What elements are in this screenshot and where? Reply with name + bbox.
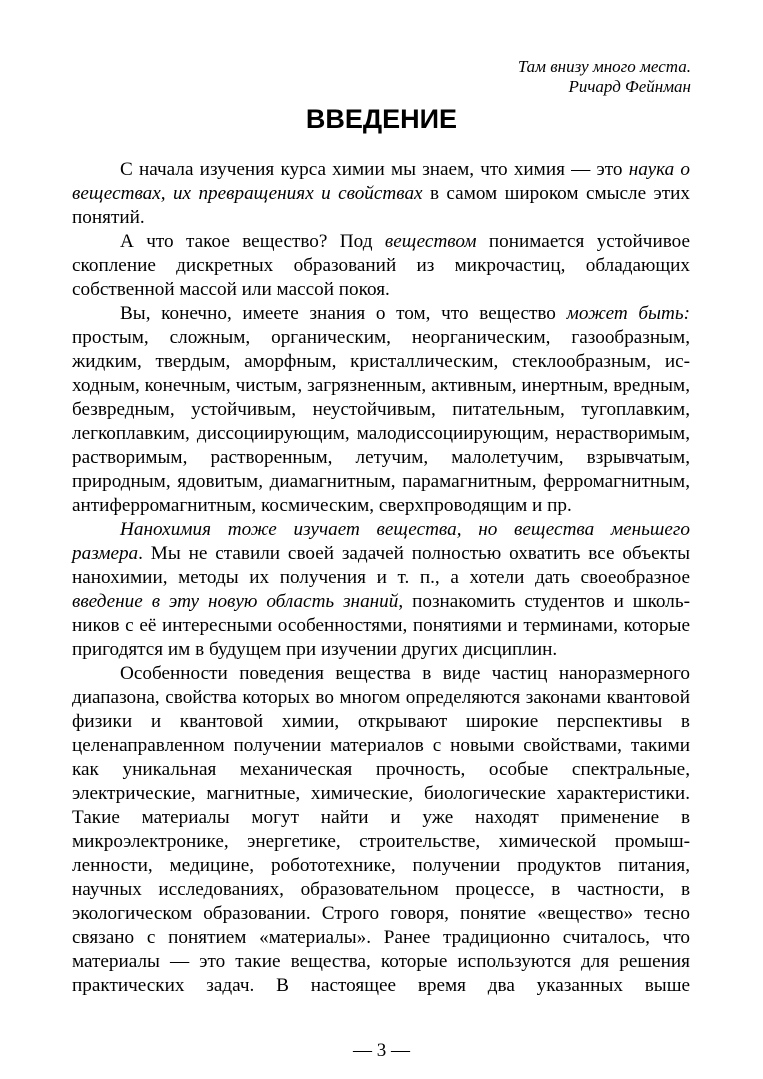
epigraph-quote: Там внизу много места. [517,57,691,76]
text-run: в самом широком смысле этих понятий. [72,183,690,228]
epigraph [518,57,691,97]
paragraph [72,518,690,662]
epigraph-author: Ричард Фейнман [568,77,691,96]
text-run: А что такое вещество? Под [120,231,385,252]
italic-text: веществом [384,231,477,252]
text-run: С начала изучения курса химии мы знаем, что химия — это [120,159,629,180]
text-run: Вы, конечно, имеете знания о том, что вещество [120,303,567,324]
paragraph [72,302,690,518]
italic-text: может быть: [566,303,691,324]
paragraph [72,662,690,998]
text-run: . Мы не ставили своей задачей полностью охватить все объекты нанохимии, методы их получения и т. п., а хотели дать своеобразное [72,543,690,588]
paragraph [72,230,690,302]
text-run: Особенности поведения вещества в виде частиц наноразмерного диапазона, свойства которых во многом определяются законами квантовой физики и квантовой химии, открывают широкие перспективы в целенаправленном получении материалов с новыми свойствами, такими как уникальная механическая прочность, особые спектральные, электрические, магнитные, химические, биологические характеристики. Такие материалы могут найти и уже находят применение в микроэлектронике, энергетике, строительстве, химической промышленности, медицине, робототехнике, получении продуктов питания, научных исследованиях, образовательном процессе, в частности, в экологическом образовании. Строго говоря, понятие «вещество» тесно связано с понятием «материалы». Ранее традиционно считалось, что материалы — это такие вещества, которые используются для решения практических задач. В настоящее время два указанных выше [72,663,690,996]
page-number: — 3 — [353,1040,410,1061]
text-run: понимается устойчивое скопление дискретных образований из микрочастиц, обладающих собственной массой или массой покоя. [72,231,690,300]
text-run: , познакомить студентов и школьников с её интересными особенностями, понятиями и терминами, которые пригодятся им в будущем при изучении других дисциплин. [72,591,690,660]
italic-text: введение в эту новую область знаний [72,591,399,612]
italic-text: наука о веществах, их превращениях и свойствах [72,159,691,204]
paragraph [72,158,690,230]
page-title: ВВЕДЕНИЕ [305,104,458,134]
text-run: простым, сложным, органическим, неорганическим, газообразным, жидким, твердым, аморфным, кристаллическим, стеклообразным, исходным, конечным, чистым, загрязненным, активным, инертным, вредным, безвредным, устойчивым, неустойчивым, питательным, тугоплавким, легкоплавким, диссоциирующим, малодиссоциирующим, нерастворимым, растворимым, растворенным, летучим, малолетучим, взрывчатым, природным, ядовитым, диамагнитным, парамагнитным, ферромагнитным, антиферромагнитным, космическим, сверхпроводящим и пр. [72,327,690,516]
body-text [72,158,690,998]
italic-text: Нанохимия тоже изучает вещества, но вещества меньшего размера [72,519,690,564]
